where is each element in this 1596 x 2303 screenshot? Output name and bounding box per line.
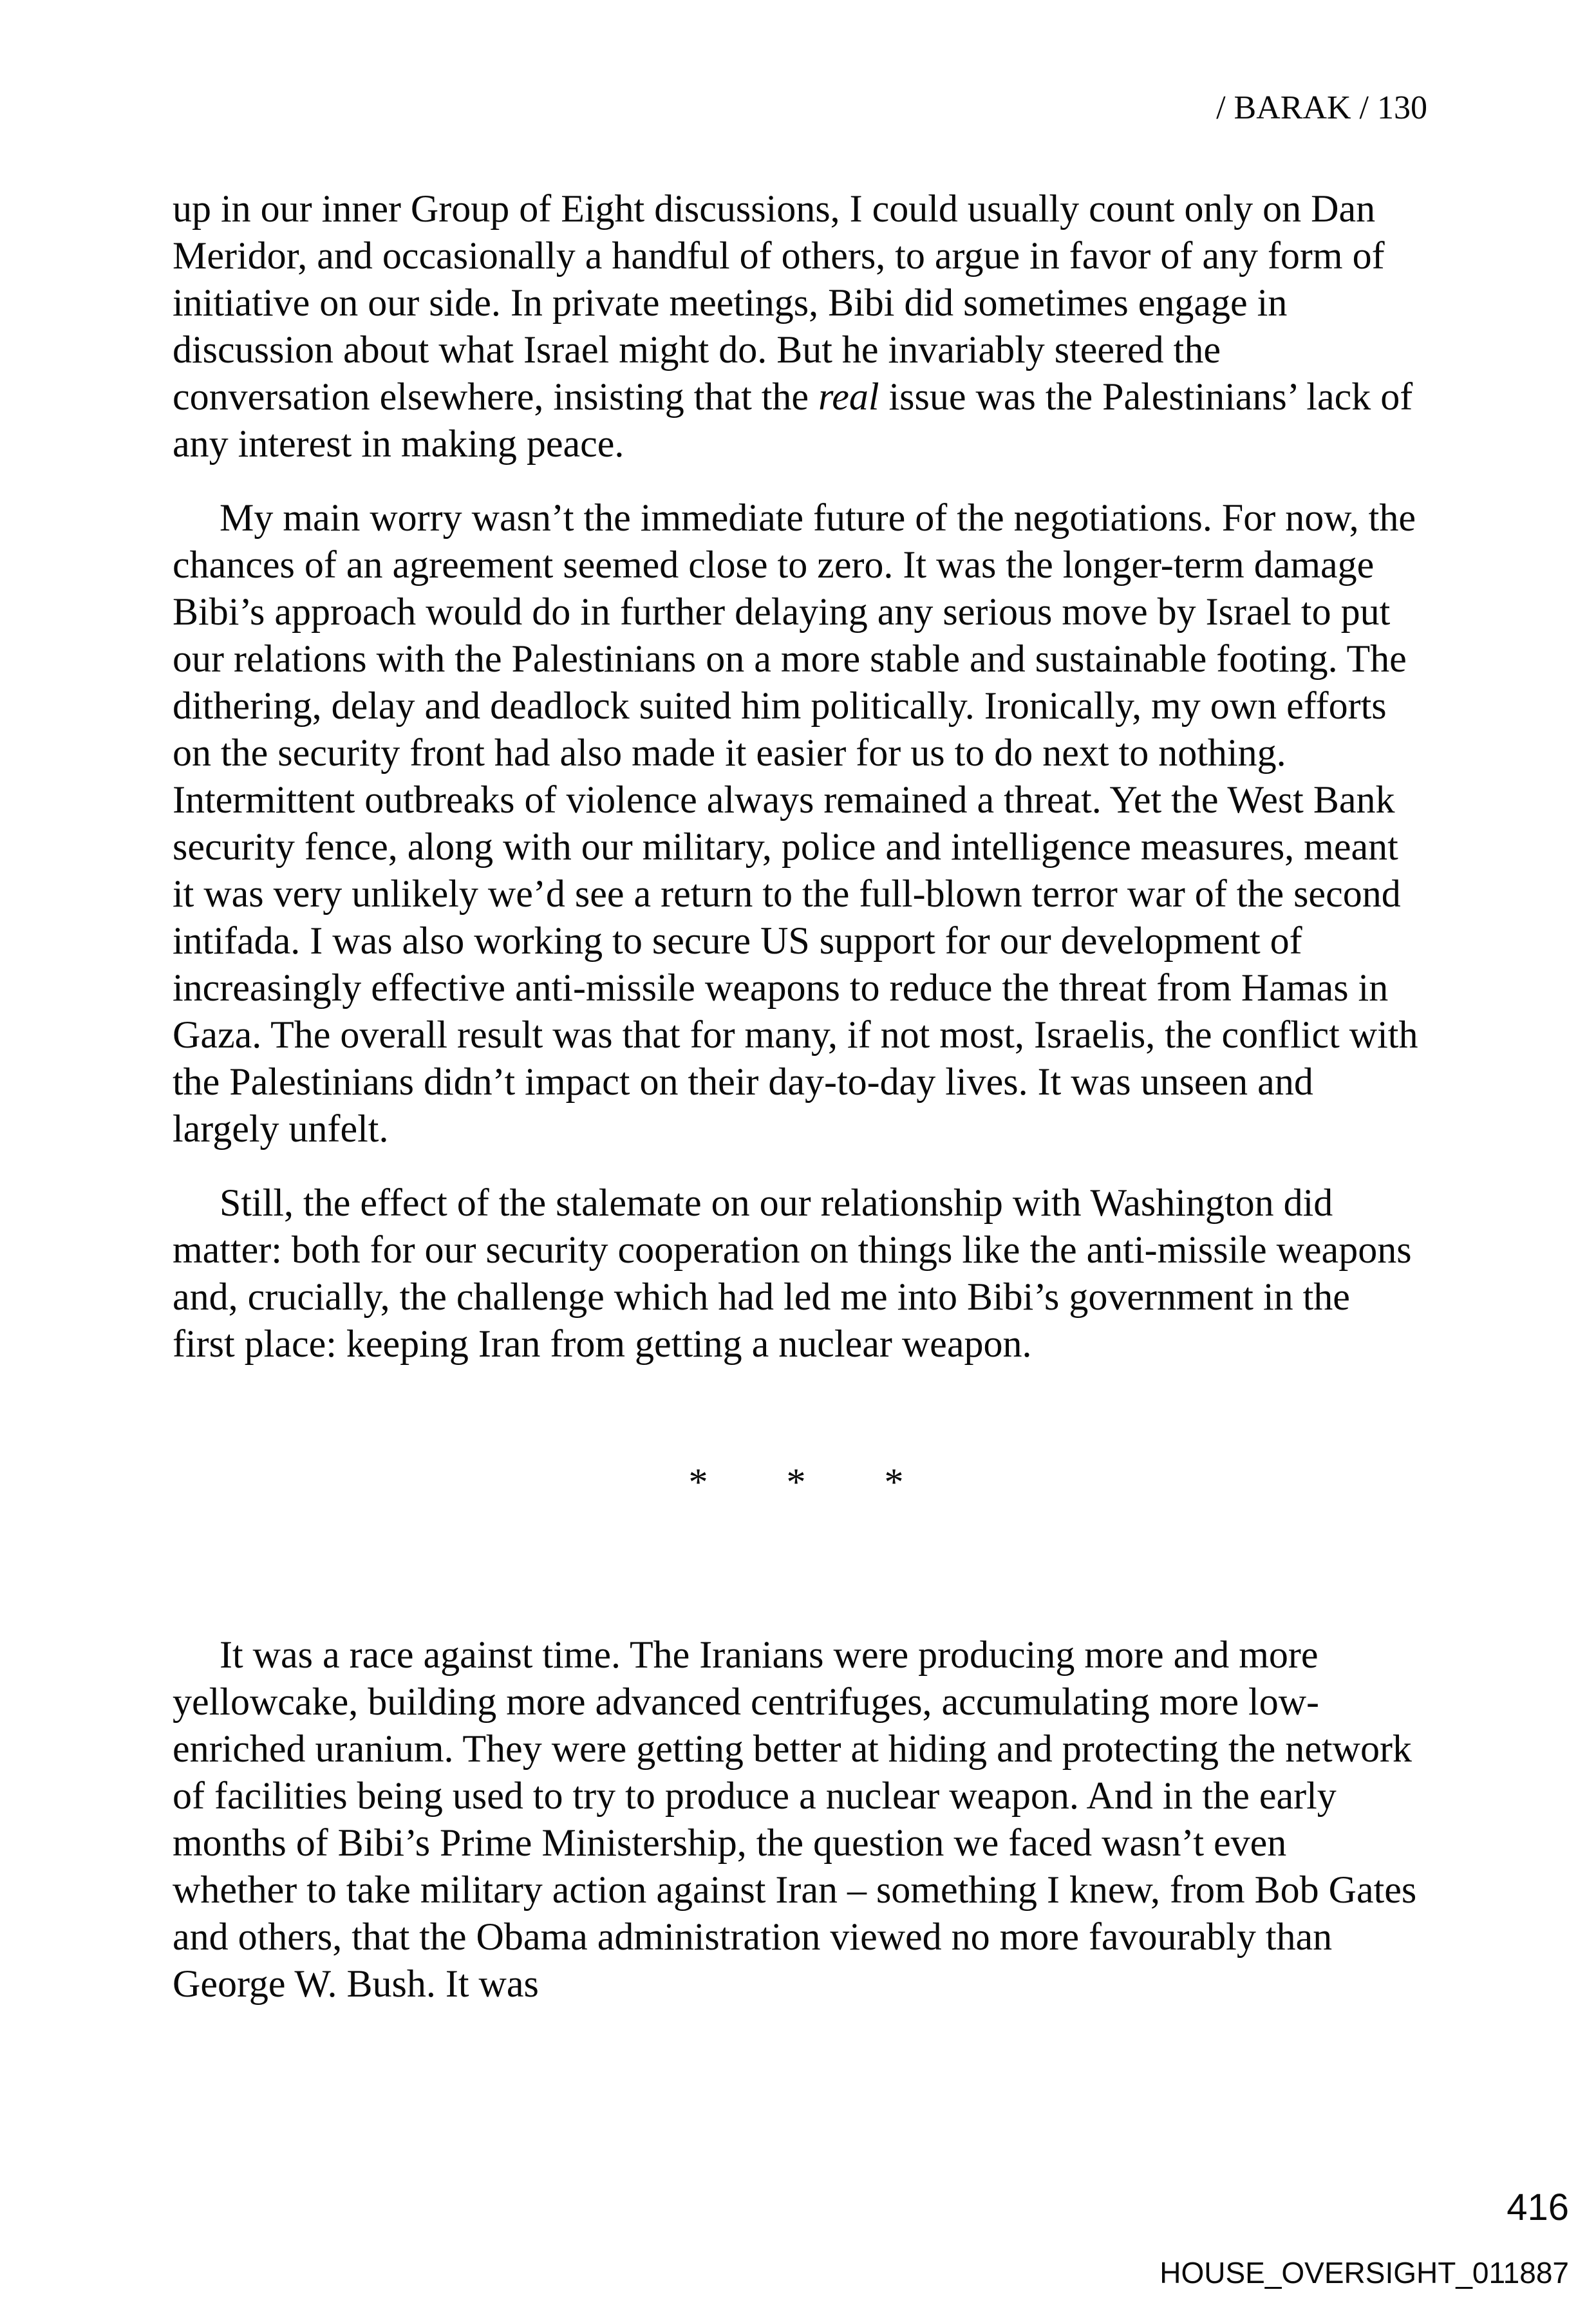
asterisk-3: *: [884, 1461, 904, 1503]
asterisk-2: *: [786, 1461, 806, 1503]
paragraph-1: [173, 185, 1420, 467]
paragraph-2: My main worry wasn’t the immediate future of the negotiations. For now, the chances of an agreement seemed close to zero. It was the longer-term damage Bibi’s approach would do in further delaying any serious move by Israel to put our relations with the Palestinians on a more stable and sustainable footing. The dithering, delay and deadlock suited him politically. Ironically, my own efforts on the security front had also made it easier for us to do next to nothing. Intermittent outbreaks of violence always remained a threat. Yet the West Bank security fence, along with our military, police and intelligence measures, meant it was very unlikely we’d see a return to the full-blown terror war of the second intifada. I was also working to secure US support for our development of increasingly effective anti-missile weapons to reduce the threat from Hamas in Gaza. The overall result was that for many, if not most, Israelis, the conflict with the Palestinians didn’t impact on their day-to-day lives. It was unseen and largely unfelt.: [173, 496, 1418, 1150]
paragraph-1-italic-word: real: [818, 375, 879, 418]
page-number: 416: [1507, 2186, 1569, 2228]
paragraph-1-text-before-italic: up in our inner Group of Eight discussions, I could usually count only on Dan Meridor, and occasionally a handful of others, to argue in favor of any form of initiative on our side. In private meetings, Bibi did sometimes engage in discussion about what Israel might do. But he invariably steered the conversation elsewhere, insisting that the: [173, 187, 1385, 418]
paragraph-4: It was a race against time. The Iranians were producing more and more yellowcake, building more advanced centrifuges, accumulating more low-enriched uranium. They were getting better at hiding and protecting the network of facilities being used to try to produce a nuclear weapon. And in the early months of Bibi’s Prime Ministership, the question we faced wasn’t even whether to take military action against Iran – something I knew, from Bob Gates and others, that the Obama administration viewed no more favourably than George W. Bush. It was: [173, 1633, 1417, 2005]
paragraph-3: Still, the effect of the stalemate on our relationship with Washington did matter: both for our security cooperation on things like the anti-missile weapons and, crucially, the challenge which had led me into Bibi’s government in the first place: keeping Iran from getting a nuclear weapon.: [173, 1181, 1412, 1365]
body-text-block: [173, 185, 1420, 2035]
bates-stamp: HOUSE_OVERSIGHT_011887: [1159, 2256, 1569, 2289]
paragraph-1-text-after-italic: issue was the Palestinians’ lack of any interest in making peace.: [173, 375, 1413, 465]
running-header: / BARAK / 130: [1216, 89, 1427, 126]
section-break: [173, 1459, 1420, 1506]
asterisk-1: *: [688, 1461, 708, 1503]
